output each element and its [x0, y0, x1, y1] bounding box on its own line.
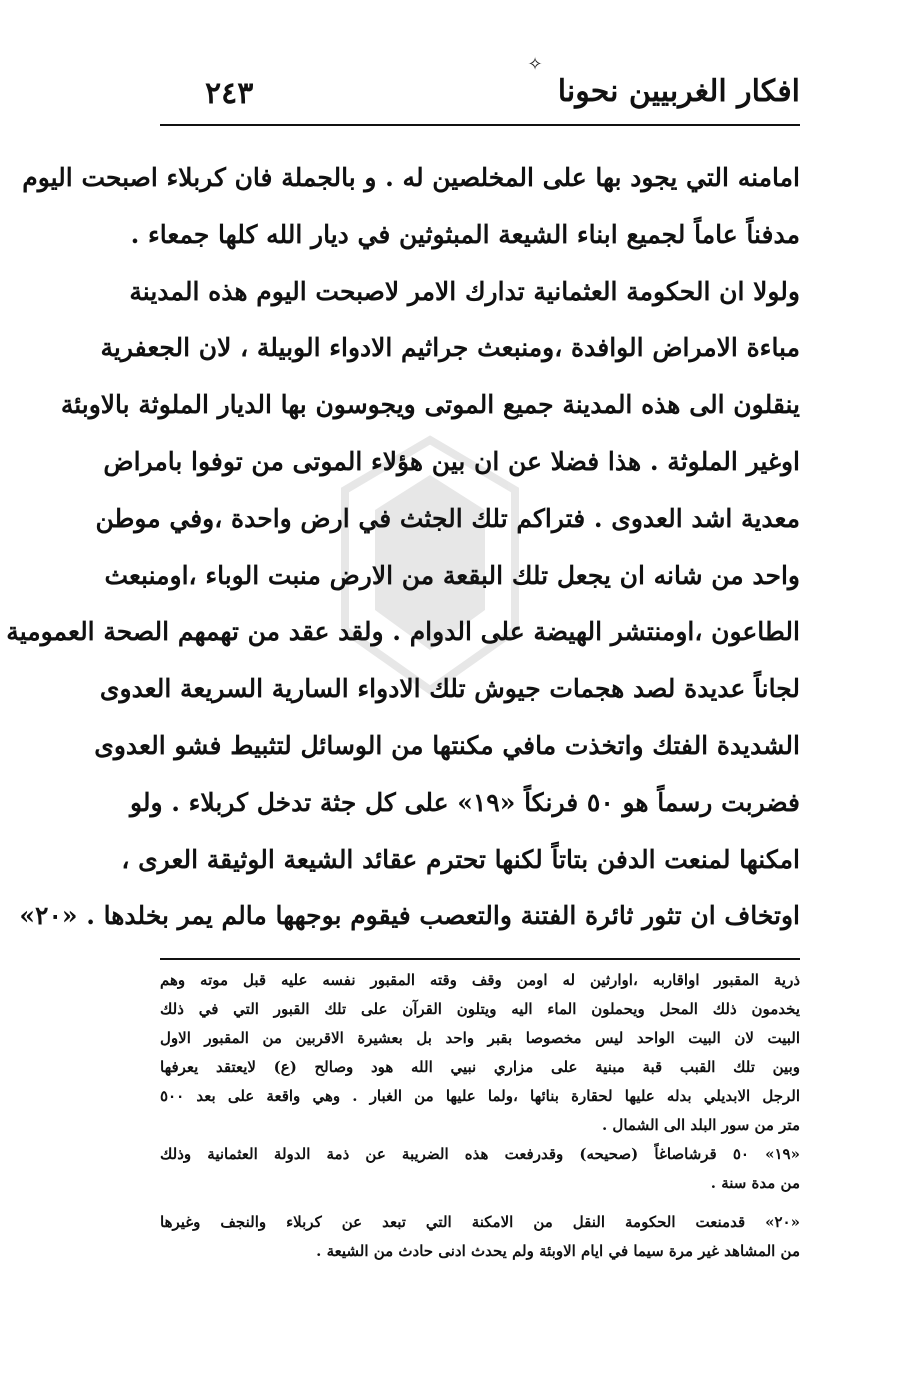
- footnote-20: [160, 1208, 800, 1266]
- text-line: ينقلون الى هذه المدينة جميع الموتى ويجوسون بها الديار الملوثة بالاوبئة: [60, 390, 800, 420]
- header-ornament: ✧: [527, 54, 543, 75]
- text-line: الشديدة الفتك واتخذت مافي مكنتها من الوسائل لتثبيط فشو العدوى: [94, 730, 800, 760]
- text-line: واحد من شانه ان يجعل تلك البقعة من الارض منبت الوباء ،اومنبعث: [104, 560, 800, 590]
- main-text: [6, 150, 800, 945]
- footnote-line: البيت لان البيت الواحد ليس مخصوصا بقبر واحد بل بعشيرة الاقربين من المقبور الاول: [160, 1029, 800, 1047]
- text-line: اوغير الملوثة . هذا فضلا عن ان بين هؤلاء الموتى من توفوا بامراض: [103, 446, 800, 476]
- footnote-line: «٢٠» قدمنعت الحكومة النقل من الامكنة التي تبعد عن كربلاء والنجف وغيرها: [160, 1213, 800, 1231]
- text-line: لجاناً عديدة لصد هجمات جيوش تلك الادواء السارية السريعة العدوى: [99, 674, 800, 704]
- text-line: مباءة الامراض الوافدة ،ومنبعث جراثيم الادواء الوبيلة ، لان الجعفرية: [100, 333, 800, 363]
- footnote-line: من مدة سنة .: [710, 1174, 800, 1192]
- page-number: ٢٤٣: [205, 76, 254, 111]
- footnote-line: ذرية المقبور اواقاربه ،اوارثين له اومن وقف وقته المقبور نفسه عليه قبل موته وهم: [160, 971, 800, 989]
- footnote-line: الرجل الابديلي بدله عليها لحقارة بنائها ،ولما عليها من الغبار . وهي واقعة على بعد ٥٠٠: [160, 1087, 800, 1105]
- footnote-19: [160, 1140, 800, 1198]
- running-title: افكار الغربيين نحونا: [557, 74, 800, 109]
- text-line: فضربت رسماً هو ٥٠ فرنكاً «١٩» على كل جثة تدخل كربلاء . ولو: [129, 787, 800, 817]
- text-line: معدية اشد العدوى . فتراكم تلك الجثث في ارض واحدة ،وفي موطن: [95, 503, 800, 533]
- footnote-line: من المشاهد غير مرة سيما في ايام الاوبئة ولم يحدث ادنى حادث من الشيعة .: [316, 1242, 800, 1260]
- footnote-line: متر من سور البلد الى الشمال .: [601, 1116, 800, 1134]
- footnote-continued: [160, 966, 800, 1140]
- footnote-line: وبين تلك القبب قبة مبنية على مزاري نبيي الله هود وصالح (ع) لايعتقد يعرفها: [160, 1058, 800, 1076]
- text-line: امكنها لمنعت الدفن بتاتاً لكنها تحترم عقائد الشيعة الوثيقة العرى ،: [121, 844, 800, 874]
- footnote-line: «١٩» ٥٠ قرشاصاغاً (صحيحه) وقدرفعت هذه الضريبة عن ذمة الدولة العثمانية وذلك: [160, 1145, 800, 1163]
- text-line: اوتخاف ان تثور ثائرة الفتنة والتعصب فيقوم بوجهها مالم يمر بخلدها . «٢٠»: [19, 901, 800, 931]
- footnote-rule: [160, 958, 800, 960]
- text-line: ولولا ان الحكومة العثمانية تدارك الامر لاصبحت اليوم هذه المدينة: [129, 276, 800, 306]
- text-line: مدفناً عاماً لجميع ابناء الشيعة المبثوثين في ديار الله كلها جمعاء .: [130, 219, 800, 249]
- text-line: امامنه التي يجود بها على المخلصين له . و بالجملة فان كربلاء اصبحت اليوم: [22, 163, 800, 192]
- header-rule: [160, 124, 800, 126]
- footnotes: [160, 966, 800, 1266]
- footnote-line: يخدمون ذلك المحل ويحملون الماء اليه ويتلون القرآن على تلك القبور التي في ذلك: [160, 1000, 800, 1018]
- text-line: الطاعون ،اومنتشر الهيضة على الدوام . ولقد عقد من تهمهم الصحة العمومية: [6, 617, 800, 647]
